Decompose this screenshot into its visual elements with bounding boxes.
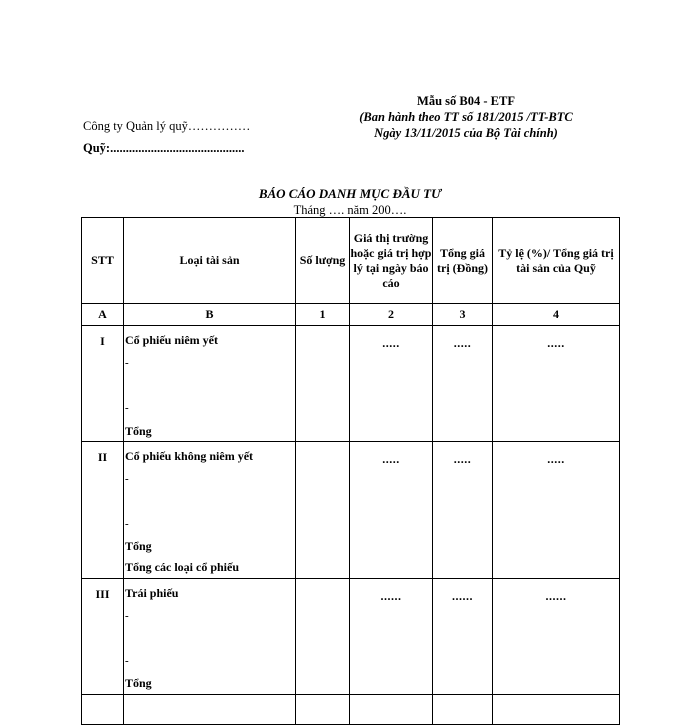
table-row [82,579,620,695]
section-title: Trái phiếu [125,586,179,600]
table-row [82,326,620,442]
header-ratio: Tỷ lệ (%)/ Tổng giá trị tài sản của Quỹ [493,218,620,304]
portfolio-table [81,217,620,725]
header-stt: STT [82,218,124,304]
grand-total-stocks: Tổng các loại cổ phiếu [125,560,240,574]
column-code: 3 [433,304,493,326]
issued-line-1: (Ban hành theo TT số 181/2015 /TT-BTC [359,110,573,124]
empty-cell [350,695,433,725]
column-code: 4 [493,304,620,326]
quantity-cell [296,442,350,579]
header-quantity: Số lượng [296,218,350,304]
section-asset-cell [124,442,296,579]
section-total: Tổng [125,676,152,690]
ratio-cell: ..... [493,326,620,442]
dash-item: - [125,402,129,414]
ratio-cell: ..... [493,442,620,579]
quantity-cell [296,579,350,695]
section-title: Cổ phiếu không niêm yết [125,449,254,463]
company-name: Công ty Quản lý quỹ…………… [83,119,251,133]
empty-cell [296,695,350,725]
form-code-block [351,93,581,141]
table-row [82,695,620,725]
header-market-value: Giá thị trường hoặc giá trị hợp lý tại ngày báo cáo [350,218,433,304]
section-number: I [82,326,124,442]
empty-cell [124,695,296,725]
section-asset-cell [124,579,296,695]
column-code: B [124,304,296,326]
section-title: Cổ phiếu niêm yết [125,333,218,347]
dash-item: - [125,610,129,622]
fund-name: Quỹ:........................................... [83,141,245,155]
dash-item: - [125,473,129,485]
issued-line-2: Ngày 13/11/2015 của Bộ Tài chính) [374,126,558,140]
total-value-cell: ..... [433,326,493,442]
table-header-row [82,218,620,304]
column-code: 2 [350,304,433,326]
section-number: II [82,442,124,579]
report-title: BÁO CÁO DANH MỤC ĐẦU TƯ [258,186,442,201]
section-asset-cell [124,326,296,442]
empty-cell [493,695,620,725]
dash-item: - [125,655,129,667]
column-code-row [82,304,620,326]
empty-cell [433,695,493,725]
section-total: Tổng [125,539,152,553]
market-value-cell: ..... [350,326,433,442]
report-period: Tháng …. năm 200…. [293,203,407,217]
total-value-cell: ..... [433,442,493,579]
empty-cell [82,695,124,725]
ratio-cell: ...... [493,579,620,695]
section-number: III [82,579,124,695]
dash-item: - [125,518,129,530]
header-asset-type: Loại tài sản [124,218,296,304]
quantity-cell [296,326,350,442]
dash-item: - [125,357,129,369]
market-value-cell: ...... [350,579,433,695]
market-value-cell: ..... [350,442,433,579]
table-row [82,442,620,579]
section-total: Tổng [125,424,152,438]
total-value-cell: ...... [433,579,493,695]
column-code: 1 [296,304,350,326]
form-code: Mẫu số B04 - ETF [417,94,515,108]
column-code: A [82,304,124,326]
header-total-value: Tổng giá trị (Đồng) [433,218,493,304]
